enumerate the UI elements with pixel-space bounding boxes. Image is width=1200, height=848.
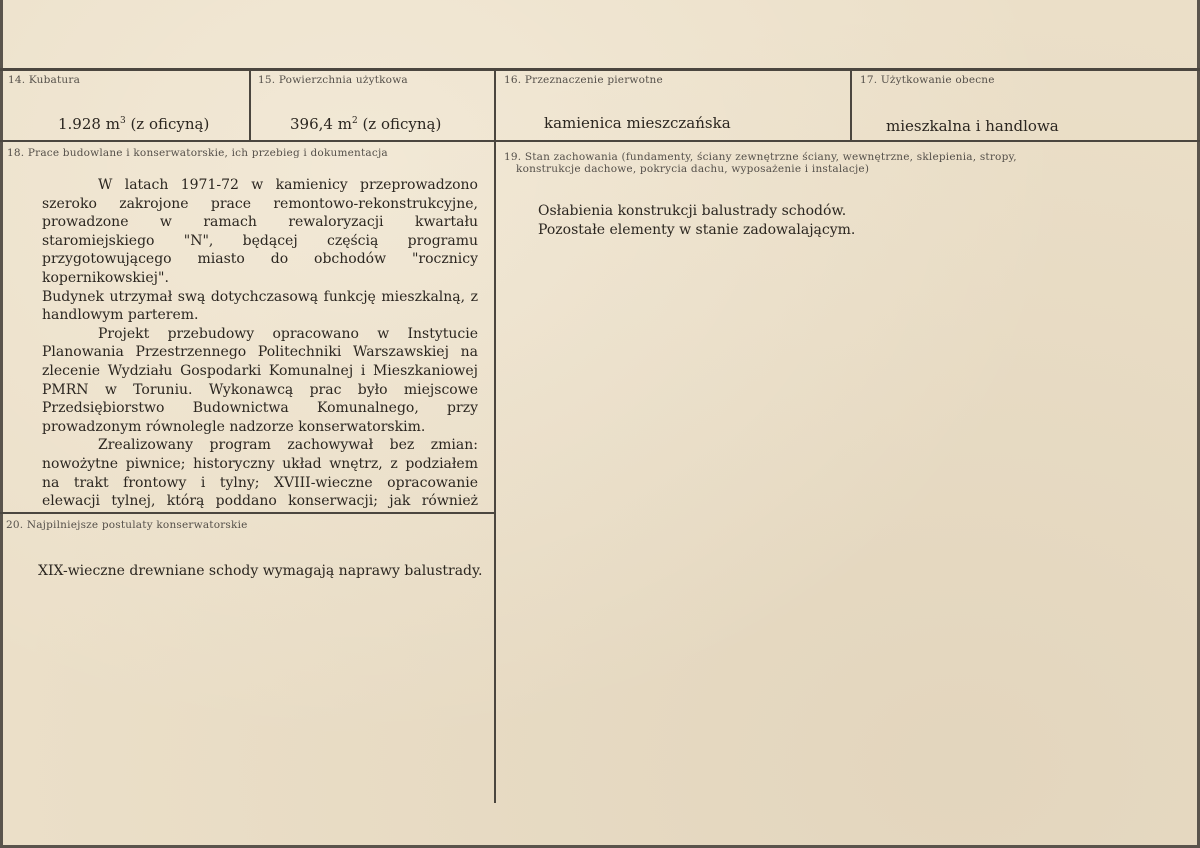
powierzchnia-number: 396,4 m xyxy=(290,115,352,133)
section20-rule xyxy=(0,512,496,514)
section18-p4-line: na trakt frontowy i tylny; XVIII-wieczne opracowanie xyxy=(42,474,478,491)
section18-p2-line: Budynek utrzymał swą dotychczasową funkcję mieszkalną, z xyxy=(42,288,478,305)
section19-line: Osłabienia konstrukcji balustrady schodów. xyxy=(538,203,847,219)
col-divider-1 xyxy=(249,68,251,141)
section18-paragraph xyxy=(42,436,478,510)
powierzchnia-unit-exponent: 2 xyxy=(351,116,358,126)
section18-p1-line: przygotowującego miasto do obchodów "rocznicy xyxy=(42,251,478,268)
section18-p1-line: W latach 1971-72 w kamienicy przeprowadzono xyxy=(98,177,478,193)
section18-p3-line: Przedsiębiorstwo Budownictwa Komunalnego, przy xyxy=(42,400,478,417)
section18-p3-line: Projekt przebudowy opracowano w Instytucie xyxy=(98,325,478,342)
section18-p3-line: PMRN w Toruniu. Wykonawcą prac było miejscowe xyxy=(42,381,478,398)
section18-paragraph xyxy=(42,325,478,437)
section18-p4-line: nowożytne piwnice; historyczny układ wnętrz, z podziałem xyxy=(42,455,478,472)
section19-label-line2: konstrukcje dachowe, pokrycia dachu, wyposażenie i instalacje) xyxy=(516,163,870,175)
powierzchnia-note: (z oficyną) xyxy=(357,115,442,133)
section19-line: Pozostałe elementy w stanie zadowalającym. xyxy=(538,221,856,238)
frame-left-border xyxy=(0,0,3,848)
field-przeznaczenie-label: 16. Przeznaczenie pierwotne xyxy=(504,74,663,86)
section18-paragraph xyxy=(42,288,478,325)
section18-paragraph-end xyxy=(42,269,478,288)
field-uzytkowanie-value: mieszkalna i handlowa xyxy=(886,117,1059,135)
section18-p1-line: kopernikowskiej". xyxy=(42,269,169,286)
section18-p1-line: szeroko zakrojone prace remontowo-rekonstrukcyjne, xyxy=(42,195,478,212)
section18-p3-line: prowadzonym równolegle nadzorze konserwatorskim. xyxy=(42,418,426,435)
section18-p3-line: zlecenie Wydziału Gospodarki Komunalnej i Mieszkaniowej xyxy=(42,362,478,379)
field-przeznaczenie-value: kamienica mieszczańska xyxy=(544,114,731,132)
kubatura-number: 1.928 m xyxy=(58,115,120,133)
section18-p2-line: handlowym parterem. xyxy=(42,307,199,324)
field-kubatura-label: 14. Kubatura xyxy=(8,74,81,86)
section19-label-line1: 19. Stan zachowania (fundamenty, ściany zewnętrzne ściany, wewnętrzne, sklepienia, stropy, xyxy=(504,151,1017,163)
section19-text xyxy=(538,202,938,239)
top-rule xyxy=(0,68,1200,71)
section20-text: XIX-wieczne drewniane schody wymagają naprawy balustrady. xyxy=(38,563,483,579)
section18-p4-line: Zrealizowany program zachowywał bez zmian: xyxy=(98,437,478,454)
col-divider-3 xyxy=(850,68,852,141)
section18-paragraph xyxy=(42,176,478,269)
section18-p3-line: Planowania Przestrzennego Politechniki Warszawskiej na xyxy=(42,344,478,361)
section18-p1-line: staromiejskiego "N", będącej częścią programu xyxy=(42,232,478,249)
section20-label: 20. Najpilniejsze postulaty konserwatorskie xyxy=(6,519,248,531)
section18-p1-line: prowadzone w ramach rewaloryzacji kwartału xyxy=(42,214,478,231)
row-rule xyxy=(0,140,1200,142)
field-powierzchnia-label: 15. Powierzchnia użytkowa xyxy=(258,74,408,86)
col-divider-2 xyxy=(494,68,496,803)
section18-label: 18. Prace budowlane i konserwatorskie, ich przebieg i dokumentacja xyxy=(7,147,388,159)
field-powierzchnia-value xyxy=(290,115,441,133)
field-uzytkowanie-label: 17. Użytkowanie obecne xyxy=(860,74,995,86)
field-kubatura-value xyxy=(58,115,209,133)
kubatura-unit-exponent: 3 xyxy=(119,116,126,126)
kubatura-note: (z oficyną) xyxy=(125,115,210,133)
section18-text xyxy=(42,176,478,511)
section18-p4-line: elewacji tylnej, którą poddano konserwacji; jak również xyxy=(42,493,478,510)
